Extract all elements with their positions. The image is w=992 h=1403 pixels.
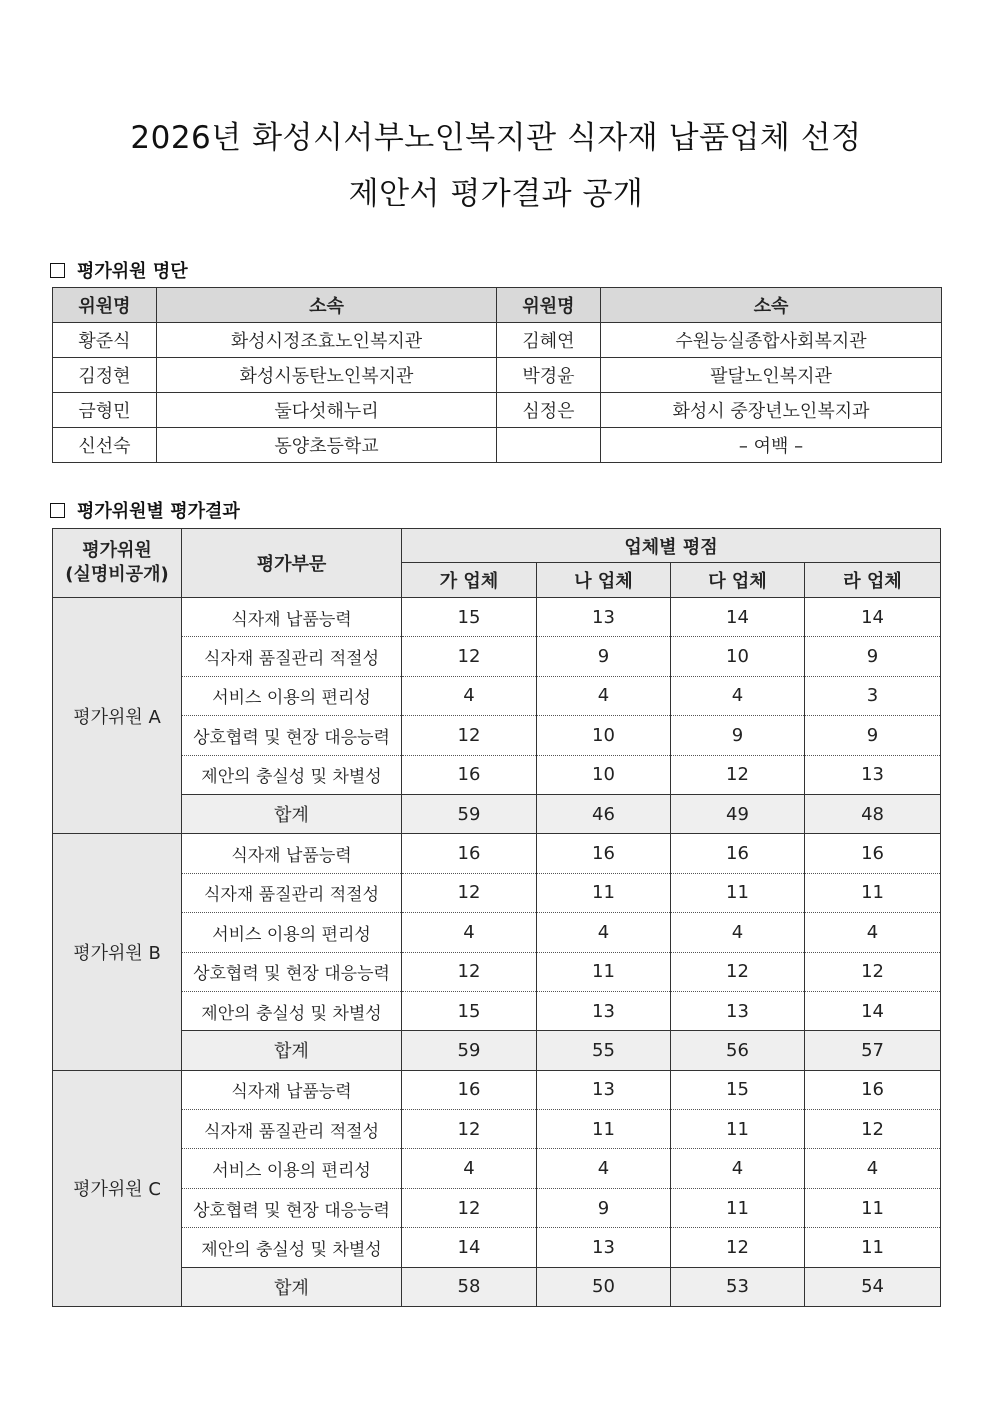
total-score-cell: 46 [537,794,671,833]
score-cell: 12 [671,755,805,794]
total-score-cell: 49 [671,794,805,833]
member-name-cell: 박경윤 [497,358,601,393]
score-row [53,991,941,1030]
header-evaluator-line1: 평가위원 [82,540,152,561]
total-score-cell: 50 [537,1267,671,1306]
affiliation-cell: 동양초등학교 [157,428,497,463]
evaluator-name-cell: 평가위원 C [53,1070,182,1306]
score-cell: 4 [805,913,941,952]
score-cell: 15 [402,598,537,637]
header-company: 다 업체 [671,563,805,598]
score-cell: 12 [805,952,941,991]
score-cell: 16 [402,755,537,794]
score-cell: 11 [805,873,941,912]
total-label-cell: 합계 [182,794,402,833]
total-score-cell: 57 [805,1031,941,1070]
score-cell: 11 [671,1110,805,1149]
results-table [52,528,941,1307]
score-row [53,1070,941,1109]
score-cell: 4 [537,913,671,952]
affiliation-cell: 둘다섯해누리 [157,393,497,428]
square-bullet-icon [50,503,65,518]
category-cell: 상호협력 및 현장 대응능력 [182,952,402,991]
score-row [53,1188,941,1227]
category-cell: 식자재 납품능력 [182,834,402,873]
member-name-cell: 김정현 [53,358,157,393]
committee-row [53,358,942,393]
committee-row [53,428,942,463]
score-cell: 4 [402,676,537,715]
score-cell: 11 [537,873,671,912]
score-cell: 9 [537,637,671,676]
total-score-cell: 58 [402,1267,537,1306]
evaluator-name-cell: 평가위원 B [53,834,182,1070]
affiliation-cell: 팔달노인복지관 [601,358,942,393]
score-cell: 9 [805,716,941,755]
affiliation-cell: 화성시정조효노인복지관 [157,323,497,358]
header-affiliation: 소속 [601,288,942,323]
results-section-heading [50,497,240,523]
score-cell: 15 [671,1070,805,1109]
category-cell: 식자재 품질관리 적절성 [182,873,402,912]
category-cell: 상호협력 및 현장 대응능력 [182,1188,402,1227]
affiliation-cell: 화성시 중장년노인복지과 [601,393,942,428]
score-cell: 14 [805,991,941,1030]
total-score-cell: 56 [671,1031,805,1070]
score-cell: 12 [805,1110,941,1149]
category-cell: 제안의 충실성 및 차별성 [182,755,402,794]
score-cell: 14 [402,1228,537,1267]
square-bullet-icon [50,263,65,278]
score-row [53,952,941,991]
score-cell: 9 [671,716,805,755]
score-cell: 9 [805,637,941,676]
score-cell: 4 [402,913,537,952]
score-cell: 12 [402,716,537,755]
total-score-cell: 53 [671,1267,805,1306]
score-cell: 14 [671,598,805,637]
score-cell: 4 [805,1149,941,1188]
score-row [53,873,941,912]
score-cell: 12 [402,637,537,676]
category-cell: 식자재 납품능력 [182,1070,402,1109]
results-heading-text: 평가위원별 평가결과 [77,501,240,522]
score-cell: 12 [402,873,537,912]
committee-table [52,287,942,463]
page-subtitle: 제안서 평가결과 공개 [348,176,644,212]
page-title: 2026년 화성시서부노인복지관 식자재 납품업체 선정 [130,120,862,156]
member-name-cell: 심정은 [497,393,601,428]
score-cell: 14 [805,598,941,637]
category-cell: 서비스 이용의 편리성 [182,913,402,952]
score-cell: 9 [537,1188,671,1227]
score-cell: 13 [671,991,805,1030]
score-row [53,637,941,676]
total-score-cell: 48 [805,794,941,833]
score-cell: 11 [537,1110,671,1149]
score-cell: 12 [671,1228,805,1267]
category-cell: 서비스 이용의 편리성 [182,1149,402,1188]
score-cell: 12 [402,1188,537,1227]
category-cell: 식자재 납품능력 [182,598,402,637]
affiliation-cell: 수원능실종합사회복지관 [601,323,942,358]
score-cell: 10 [537,716,671,755]
score-cell: 12 [402,952,537,991]
committee-header-row [53,288,942,323]
category-cell: 식자재 품질관리 적절성 [182,1110,402,1149]
category-cell: 서비스 이용의 편리성 [182,676,402,715]
evaluator-name-cell: 평가위원 A [53,598,182,834]
score-cell: 16 [402,834,537,873]
score-cell: 16 [805,1070,941,1109]
score-cell: 13 [537,1070,671,1109]
score-cell: 12 [671,952,805,991]
total-label-cell: 합계 [182,1031,402,1070]
score-cell: 13 [537,991,671,1030]
total-score-cell: 59 [402,1031,537,1070]
score-cell: 11 [805,1228,941,1267]
score-cell: 13 [537,1228,671,1267]
score-cell: 3 [805,676,941,715]
score-cell: 4 [402,1149,537,1188]
member-name-cell: 신선숙 [53,428,157,463]
total-score-cell: 55 [537,1031,671,1070]
score-cell: 16 [805,834,941,873]
header-affiliation: 소속 [157,288,497,323]
header-company-scores: 업체별 평점 [402,529,941,563]
header-evaluator [53,529,182,598]
header-evaluator-line2: (실명비공개) [65,564,169,585]
score-row [53,676,941,715]
score-row [53,1228,941,1267]
header-company: 라 업체 [805,563,941,598]
header-company: 가 업체 [402,563,537,598]
score-row [53,913,941,952]
affiliation-cell: – 여백 – [601,428,942,463]
score-cell: 16 [671,834,805,873]
category-cell: 식자재 품질관리 적절성 [182,637,402,676]
score-cell: 11 [805,1188,941,1227]
score-cell: 12 [402,1110,537,1149]
header-company: 나 업체 [537,563,671,598]
score-cell: 11 [671,873,805,912]
score-cell: 15 [402,991,537,1030]
score-cell: 11 [537,952,671,991]
committee-section-heading [50,257,188,283]
score-cell: 4 [671,1149,805,1188]
affiliation-cell: 화성시동탄노인복지관 [157,358,497,393]
header-category: 평가부문 [182,529,402,598]
score-cell: 10 [671,637,805,676]
total-row [53,794,941,833]
header-member-name: 위원명 [497,288,601,323]
score-row [53,716,941,755]
member-name-cell [497,428,601,463]
score-cell: 13 [537,598,671,637]
committee-row [53,393,942,428]
score-cell: 4 [671,913,805,952]
committee-row [53,323,942,358]
score-row [53,755,941,794]
score-cell: 11 [671,1188,805,1227]
score-cell: 4 [537,1149,671,1188]
score-cell: 10 [537,755,671,794]
committee-heading-text: 평가위원 명단 [77,261,188,282]
score-cell: 16 [402,1070,537,1109]
score-cell: 4 [671,676,805,715]
category-cell: 제안의 충실성 및 차별성 [182,1228,402,1267]
score-row [53,598,941,637]
total-row [53,1267,941,1306]
member-name-cell: 금형민 [53,393,157,428]
total-score-cell: 54 [805,1267,941,1306]
header-member-name: 위원명 [53,288,157,323]
score-cell: 4 [537,676,671,715]
score-cell: 16 [537,834,671,873]
category-cell: 상호협력 및 현장 대응능력 [182,716,402,755]
score-row [53,834,941,873]
total-label-cell: 합계 [182,1267,402,1306]
member-name-cell: 황준식 [53,323,157,358]
score-cell: 13 [805,755,941,794]
score-row [53,1110,941,1149]
member-name-cell: 김혜연 [497,323,601,358]
total-score-cell: 59 [402,794,537,833]
total-row [53,1031,941,1070]
score-row [53,1149,941,1188]
category-cell: 제안의 충실성 및 차별성 [182,991,402,1030]
